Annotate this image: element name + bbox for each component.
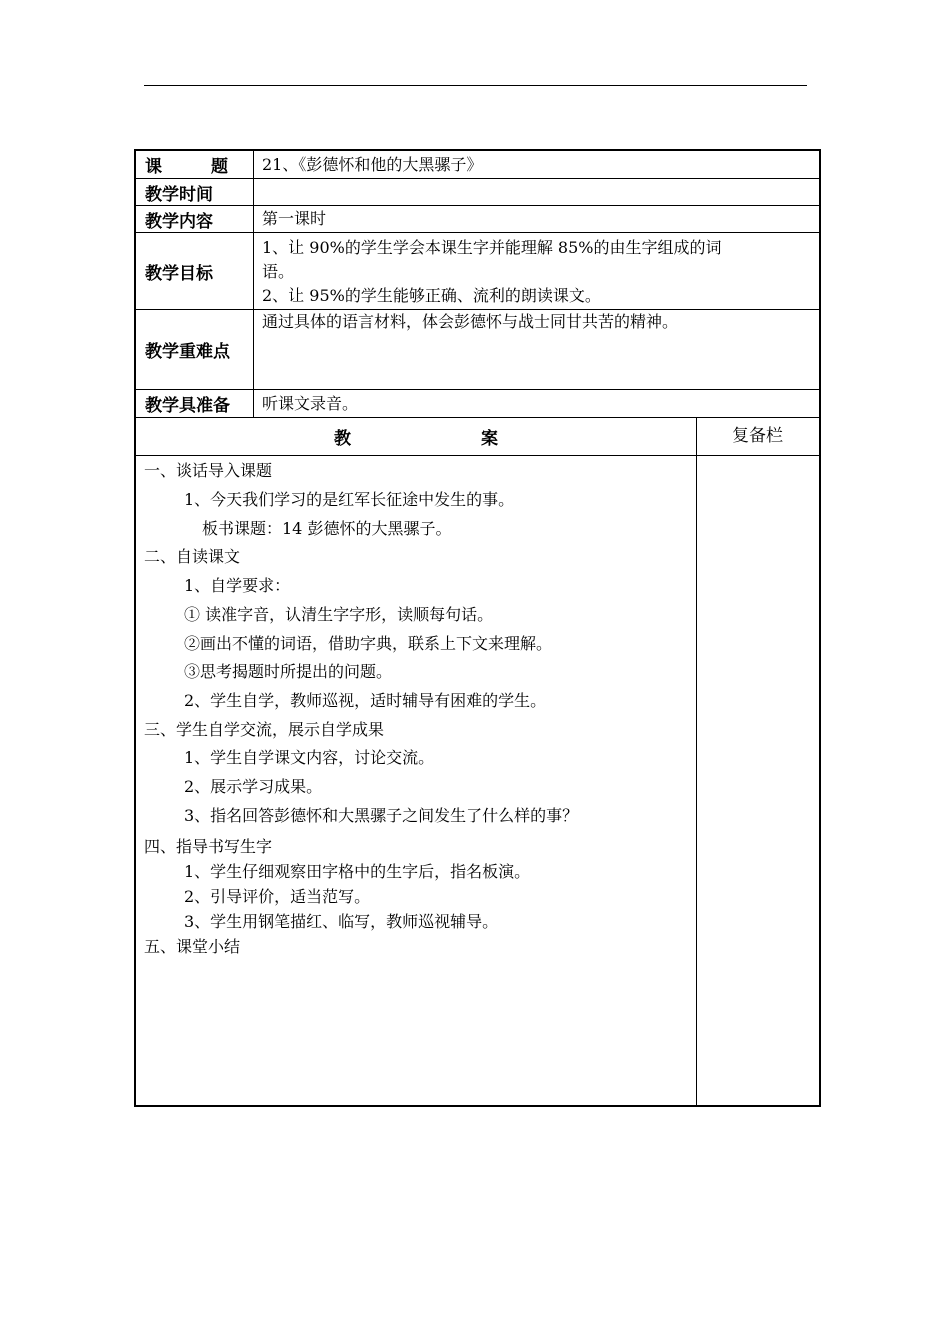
plan-line-12: 2、展示学习成果。 xyxy=(184,777,323,796)
label-teaching-goals: 教学目标 xyxy=(136,233,254,309)
value-materials: 听课文录音。 xyxy=(262,393,359,413)
notes-column-title: 复备栏 xyxy=(732,426,783,446)
plan-line-3: 板书课题：14 彭德怀的大黑骡子。 xyxy=(202,519,452,538)
label-key-points: 教学重难点 xyxy=(136,310,254,389)
value-key-points: 通过具体的语言材料，体会彭德怀与战士同甘共苦的精神。 xyxy=(262,312,679,331)
value-teaching-content: 第一课时 xyxy=(262,209,327,228)
lesson-plan-table xyxy=(134,149,821,1107)
plan-line-7: ②画出不懂的词语，借助字典，联系上下文来理解。 xyxy=(184,634,553,653)
plan-line-13: 3、指名回答彭德怀和大黑骡子之间发生了什么样的事？ xyxy=(184,806,579,825)
plan-line-4: 二、自读课文 xyxy=(144,547,241,566)
label-materials: 教学具准备 xyxy=(136,390,254,417)
plan-title: 教 案 xyxy=(334,429,530,449)
label-teaching-content: 教学内容 xyxy=(136,206,254,232)
header-rule xyxy=(144,85,807,86)
value-topic: 21、《彭德怀和他的大黑骡子》 xyxy=(262,154,483,174)
plan-line-16: 2、引导评价，适当范写。 xyxy=(184,887,371,906)
goal-line-1: 1、让 90%的学生学会本课生字并能理解 85%的由生字组成的词 xyxy=(262,238,722,257)
plan-header-row xyxy=(136,418,819,456)
row-teaching-content xyxy=(136,206,819,233)
plan-line-11: 1、学生自学课文内容，讨论交流。 xyxy=(184,748,435,767)
row-topic xyxy=(136,151,819,179)
plan-line-9: 2、学生自学，教师巡视，适时辅导有困难的学生。 xyxy=(184,691,547,710)
goal-line-2: 2、让 95%的学生能够正确、流利的朗读课文。 xyxy=(262,286,601,305)
row-materials xyxy=(136,390,819,418)
plan-line-5: 1、自学要求： xyxy=(184,576,291,595)
plan-line-8: ③思考揭题时所提出的问题。 xyxy=(184,662,393,681)
plan-line-10: 三、学生自学交流，展示自学成果 xyxy=(144,720,385,739)
goal-line-1-cont: 语。 xyxy=(262,262,295,281)
label-teaching-time: 教学时间 xyxy=(136,179,254,205)
label-topic: 课 题 xyxy=(136,151,254,178)
plan-line-6: ① 读准字音，认清生字字形，读顺每句话。 xyxy=(184,605,494,624)
plan-line-18: 五、课堂小结 xyxy=(144,937,241,956)
plan-line-14: 四、指导书写生字 xyxy=(144,837,273,856)
row-key-points xyxy=(136,310,819,390)
plan-line-1: 一、谈话导入课题 xyxy=(144,461,273,480)
row-teaching-time xyxy=(136,179,819,206)
row-teaching-goals xyxy=(136,233,819,310)
value-teaching-goals xyxy=(254,233,819,309)
plan-line-15: 1、学生仔细观察田字格中的生字后，指名板演。 xyxy=(184,862,531,881)
notes-column-divider xyxy=(696,418,697,1105)
value-teaching-time xyxy=(254,179,819,205)
plan-line-2: 1、今天我们学习的是红军长征途中发生的事。 xyxy=(184,490,515,509)
plan-line-17: 3、学生用钢笔描红、临写，教师巡视辅导。 xyxy=(184,912,499,931)
